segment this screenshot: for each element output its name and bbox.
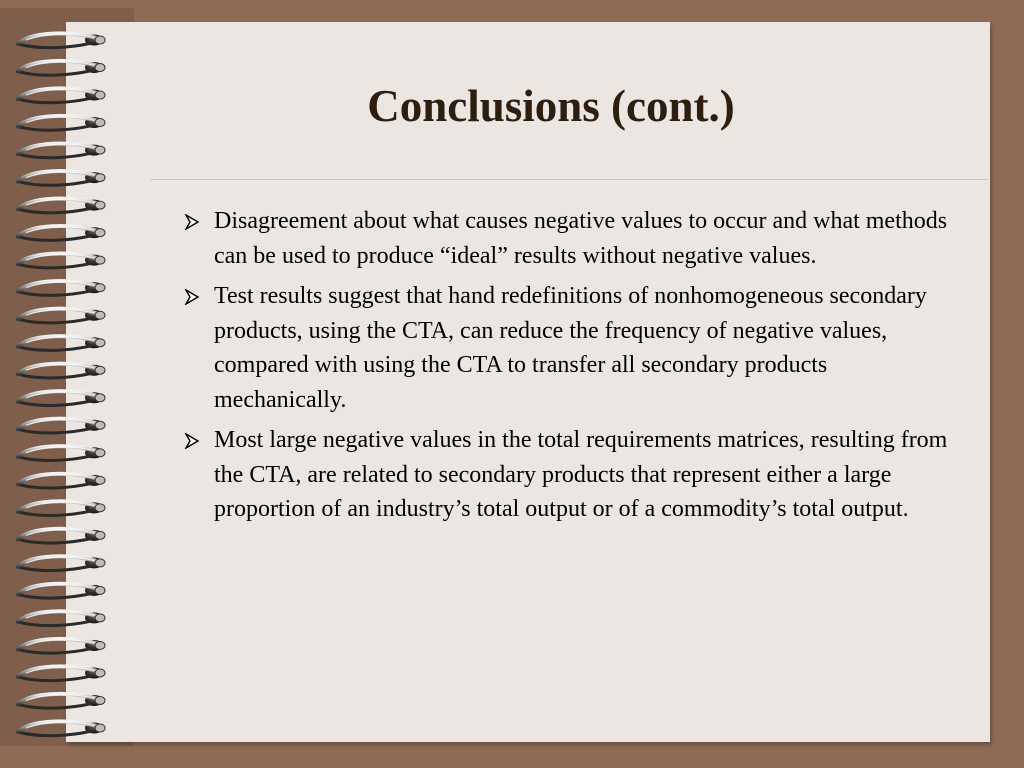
spiral-binding-icon — [0, 0, 140, 768]
binding-ring — [18, 501, 105, 515]
binding-ring — [18, 336, 105, 350]
binding-ring — [18, 254, 105, 268]
bullet-text: Test results suggest that hand redefinitions of nonhomogeneous secondary products, using the CTA, can reduce the frequency of negative values, compared with using the CTA to transfer all secondary products mechanically. — [214, 283, 927, 413]
binding-ring — [18, 364, 105, 378]
binding-ring — [18, 474, 105, 488]
bullet-text: Disagreement about what causes negative values to occur and what methods can be used to produce “ideal” results without negative values. — [214, 208, 948, 269]
binding-ring — [18, 171, 105, 185]
binding-ring — [18, 639, 105, 653]
binding-ring — [18, 281, 105, 295]
bullet-list — [184, 204, 960, 533]
bullet-text: Most large negative values in the total requirements matrices, resulting from the CTA, are related to secondary products that represent either a large proportion of an industry’s total output or of a commodity’s total output. — [214, 427, 948, 522]
binding-ring — [18, 419, 105, 433]
binding-ring — [18, 116, 105, 130]
binding-ring — [18, 611, 105, 625]
binding-ring — [18, 529, 105, 543]
binding-ring — [18, 199, 105, 213]
notebook-page — [66, 22, 990, 742]
slide-title: Conclusions (cont.) — [367, 81, 735, 131]
binding-ring — [18, 61, 105, 75]
binding-ring — [18, 584, 105, 598]
arrow-bullet-icon — [184, 433, 200, 449]
binding-ring — [18, 143, 105, 157]
binding-ring — [18, 226, 105, 240]
arrow-bullet-icon — [184, 289, 200, 305]
bullet-item — [184, 204, 960, 273]
binding-ring — [18, 556, 105, 570]
binding-ring — [18, 721, 105, 735]
binding-ring — [18, 309, 105, 323]
binding-ring — [18, 33, 105, 47]
binding-ring — [18, 666, 105, 680]
title-divider — [150, 179, 988, 180]
bullet-item — [184, 423, 960, 527]
binding-ring — [18, 391, 105, 405]
arrow-bullet-icon — [184, 214, 200, 230]
binding-ring — [18, 88, 105, 102]
bullet-item — [184, 279, 960, 417]
binding-ring — [18, 446, 105, 460]
binding-ring — [18, 694, 105, 708]
